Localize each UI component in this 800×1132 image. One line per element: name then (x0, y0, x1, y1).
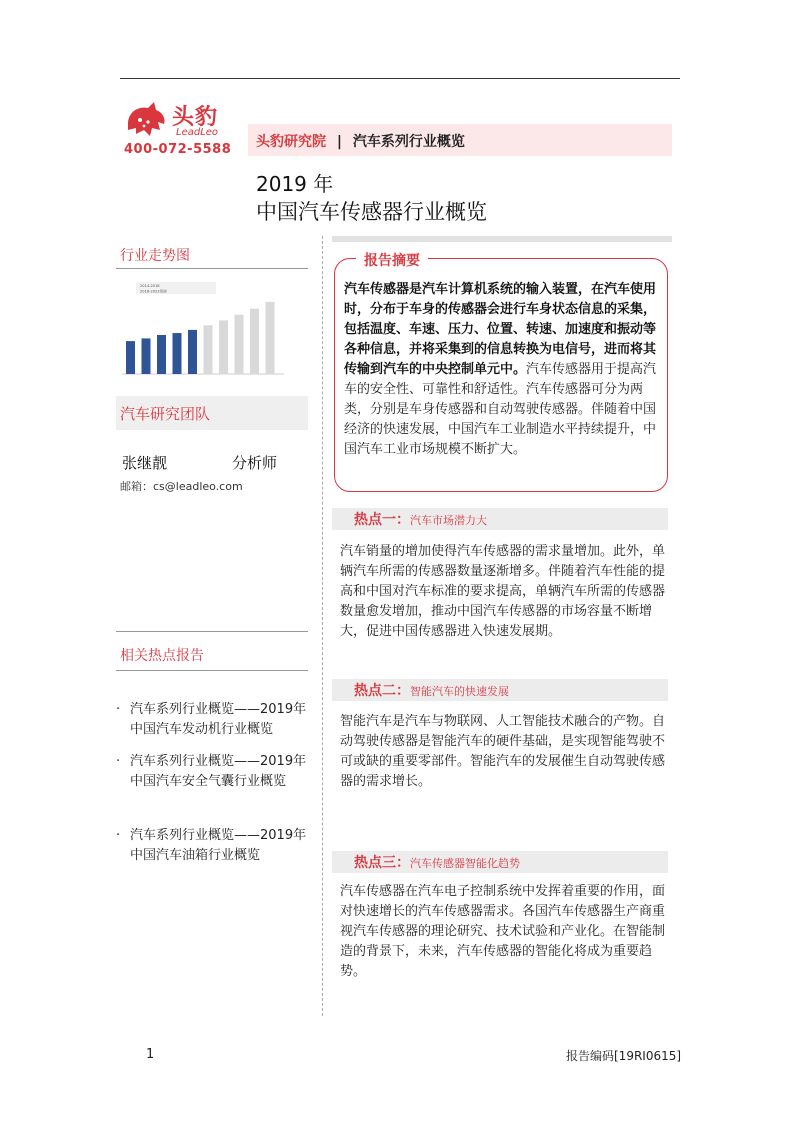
hotspot-2-bar (332, 679, 668, 701)
logo-english-name: LeadLeo (176, 127, 219, 138)
logo-chinese-name: 头豹 (172, 105, 219, 130)
bullet-icon: · (116, 754, 121, 769)
related-heading (120, 640, 308, 668)
chart-legend-label: 2014-2018 (140, 284, 160, 288)
summary-tab: 报告摘要 (356, 250, 428, 270)
banner-series: 汽车系列行业概览 (352, 134, 465, 150)
summary-bold-text: 汽车传感器是汽车计算机系统的输入装置，在汽车使用时，分布于车身的传感器会进行车身状态信息的采集，包括温度、车速、压力、位置、转速、加速度和振动等各种信息，并将采集到的信息转换为电信号，进而将其传输到汽车的中央控制单元中。 (344, 282, 657, 377)
hotspot-2-title (354, 680, 509, 700)
chart-bar (173, 333, 182, 374)
trend-heading (120, 240, 308, 268)
report-year: 2019 年 (256, 172, 334, 196)
hotspot-1-bar (332, 508, 668, 530)
trend-heading-label: 行业走势图 (120, 248, 190, 264)
chart-bar (235, 315, 244, 374)
top-rule (120, 78, 680, 79)
crescent-icon (328, 683, 342, 697)
phone-number: 400-072-5588 (124, 142, 232, 157)
crescent-icon (328, 512, 342, 526)
trend-thumbnail-chart (116, 278, 304, 386)
hotspot-1-text: 汽车销量的增加使得汽车传感器的需求量增加。此外，单辆汽车所需的传感器数量逐渐增多。伴随着汽车性能的提高和中国对汽车标准的要求提高，单辆汽车所需的传感器数量愈发增加，推动中国汽车传感器的市场容量不断增大，促进中国传感器进入快速发展期。 (340, 544, 666, 639)
page-number: 1 (146, 1047, 155, 1062)
summary-normal-text: 汽车传感器用于提高汽车的安全性、可靠性和舒适性。汽车传感器可分为两类，分别是车身传感器和自动驾驶传感器。伴随着中国经济的快速发展，中国汽车工业制造水平持续提升，中国汽车工业市场规模不断扩大。 (344, 362, 657, 457)
contact-email[interactable]: 邮箱：cs@leadleo.com (120, 480, 243, 493)
hotspot-3-label: 热点三： (354, 855, 410, 871)
related-bottom-rule (116, 670, 308, 671)
chart-bar (142, 338, 151, 374)
hotspot-1-label: 热点一： (354, 512, 410, 528)
related-report-item[interactable] (116, 752, 316, 812)
team-heading (116, 396, 308, 430)
team-heading-label: 汽车研究团队 (120, 405, 211, 423)
bullet-icon: · (116, 828, 121, 843)
report-title: 中国汽车传感器行业概览 (256, 200, 487, 224)
related-report-item[interactable] (116, 826, 316, 866)
summary-text (344, 280, 660, 460)
hotspot-2-subtitle: 智能汽车的快速发展 (410, 685, 509, 698)
hotspot-3-text: 汽车传感器在汽车电子控制系统中发挥着重要的作用，面对快速增长的汽车传感器需求。各国汽车传感器生产商重视汽车传感器的理论研究、技术试验和产业化。在智能制造的背景下，未来，汽车传感器的智能化将成为重要趋势。 (340, 884, 666, 979)
banner-separator: | (336, 134, 342, 150)
related-report-item[interactable] (116, 700, 316, 740)
related-report-title: 汽车系列行业概览——2019年中国汽车安全气囊行业概览 (130, 754, 307, 789)
related-report-title: 汽车系列行业概览——2019年中国汽车油箱行业概览 (130, 828, 307, 863)
summary-top-bar (332, 236, 672, 242)
column-divider (322, 236, 323, 1016)
chart-legend-label: 2018-2023预测 (140, 289, 167, 294)
hotspot-2-text: 智能汽车是汽车与物联网、人工智能技术融合的产物。自动驾驶传感器是智能汽车的硬件基础，是实现智能驾驶不可或缺的重要零部件。智能汽车的发展催生自动驾驶传感器的需求增长。 (340, 714, 666, 789)
bullet-icon: · (116, 702, 121, 717)
chart-bar (126, 341, 135, 374)
chart-bar (188, 330, 197, 374)
chart-bar (157, 335, 166, 374)
related-heading-label: 相关热点报告 (120, 648, 204, 664)
hotspot-1-subtitle: 汽车市场潜力大 (410, 514, 487, 527)
chart-bar (219, 320, 228, 374)
hotspot-3-subtitle: 汽车传感器智能化趋势 (410, 857, 520, 870)
series-banner-text (256, 131, 465, 151)
member-name: 张继靓 (122, 454, 168, 472)
chart-bar (204, 325, 213, 374)
report-code: 报告编码[19RI0615] (566, 1049, 682, 1063)
hotspot-3-bar (332, 851, 668, 873)
hotspot-2-label: 热点二： (354, 683, 410, 699)
chart-bar (250, 309, 259, 374)
leopard-logo-icon (124, 100, 168, 140)
trend-heading-rule (116, 268, 308, 269)
crescent-icon (328, 855, 342, 869)
hotspot-3-title (354, 852, 520, 872)
chart-bar (266, 302, 275, 374)
related-top-rule (116, 631, 308, 632)
banner-org: 头豹研究院 (256, 134, 326, 150)
hotspot-1-title (354, 509, 487, 529)
member-role: 分析师 (232, 454, 278, 472)
related-report-title: 汽车系列行业概览——2019年中国汽车发动机行业概览 (130, 702, 307, 737)
